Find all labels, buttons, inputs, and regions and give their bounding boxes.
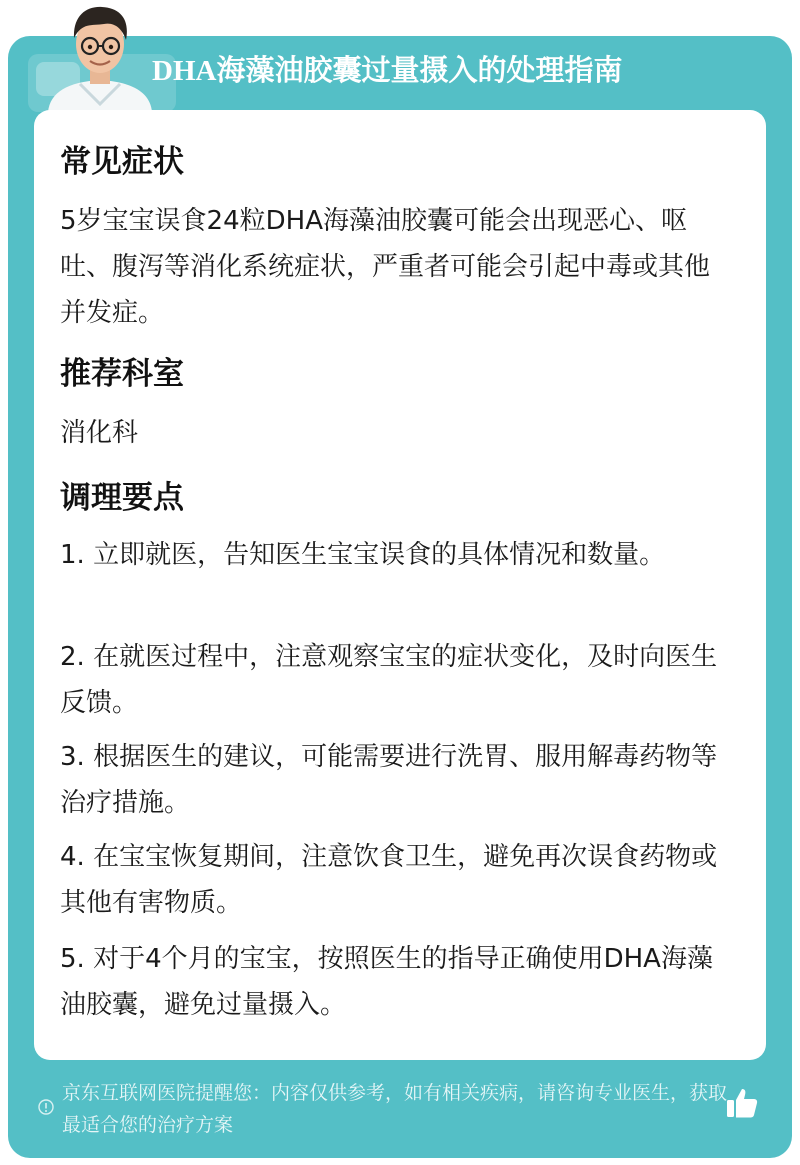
- page-title: DHA海藻油胶囊过量摄入的处理指南: [152, 55, 623, 87]
- info-icon: [38, 1099, 54, 1115]
- care-point-item: 1. 立即就医，告知医生宝宝误食的具体情况和数量。: [60, 540, 666, 570]
- footer-disclaimer: 京东互联网医院提醒您：内容仅供参考，如有相关疾病，请咨询专业医生，获取最适合您的治疗方案: [62, 1082, 728, 1136]
- department-paragraph: 消化科: [60, 418, 139, 448]
- thumbs-up-icon[interactable]: [724, 1085, 760, 1121]
- doctor-avatar-icon: [40, 0, 160, 112]
- care-point-item: 5. 对于4个月的宝宝，按照医生的指导正确使用DHA海藻油胶囊，避免过量摄入。: [60, 944, 713, 1020]
- section-heading-department: 推荐科室: [60, 356, 184, 392]
- care-point-item: 3. 根据医生的建议，可能需要进行洗胃、服用解毒药物等治疗措施。: [60, 742, 718, 818]
- symptoms-paragraph: 5岁宝宝误食24粒DHA海藻油胶囊可能会出现恶心、呕吐、腹泻等消化系统症状，严重者可能会引起中毒或其他并发症。: [60, 206, 711, 328]
- care-point-item: 4. 在宝宝恢复期间，注意饮食卫生，避免再次误食药物或其他有害物质。: [60, 842, 718, 918]
- section-heading-symptoms: 常见症状: [60, 144, 184, 180]
- section-heading-care-points: 调理要点: [60, 480, 184, 516]
- care-point-item: 2. 在就医过程中，注意观察宝宝的症状变化，及时向医生反馈。: [60, 642, 718, 718]
